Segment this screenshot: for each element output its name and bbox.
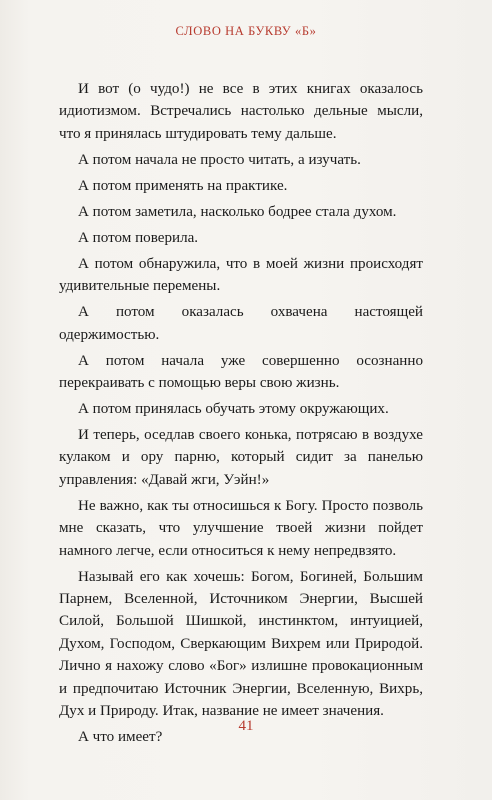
paragraph: И вот (о чудо!) не все в этих книгах оказалось идиотизмом. Встречались настолько дельные мысли, что я принялась штудировать тему дальше. [59,81,423,142]
paragraph: А потом принялась обучать этому окружающих. [78,401,389,418]
paragraph: А что имеет? [78,729,163,746]
paragraph: А потом начала уже совершенно осознанно перекраивать с помощью веры свою жизнь. [59,352,423,392]
paragraph: А потом обнаружила, что в моей жизни происходят удивительные перемены. [59,255,423,295]
paragraph: А потом заметила, насколько бодрее стала духом. [78,203,397,220]
paragraph: А потом начала не просто читать, а изучать. [78,151,361,168]
page-number: 41 [238,718,254,734]
running-head: СЛОВО НА БУКВУ «Б» [175,24,317,38]
paragraph: А потом применять на практике. [78,177,288,194]
paragraph: А потом оказалась охвачена настоящей одержимостью. [59,304,423,343]
paragraph: И теперь, оседлав своего конька, потрясаю в воздухе кулаком и ору парню, который сидит за панелью управления: «Давай жги, Уэйн!» [59,427,423,488]
paragraph: А потом поверила. [78,229,199,246]
body-text [59,78,423,752]
paragraph: Называй его как хочешь: Богом, Богиней, Большим Парнем, Вселенной, Источником Энергии, Высшей Силой, Большой Шишкой, инстинктом, интуицией, Духом, Господом, Сверкающим Вихрем или Природой. Лично я нахожу слово «Бог» излишне провокационным и предпочитаю Источник Энергии, Вселенную, Вихрь, Дух и Природу. Итак, название не имеет значения. [59,568,423,720]
paragraph: Не важно, как ты относишься к Богу. Просто позволь мне сказать, что улучшение твоей жизни пойдет намного легче, если относиться к нему непредвзято. [59,497,423,559]
